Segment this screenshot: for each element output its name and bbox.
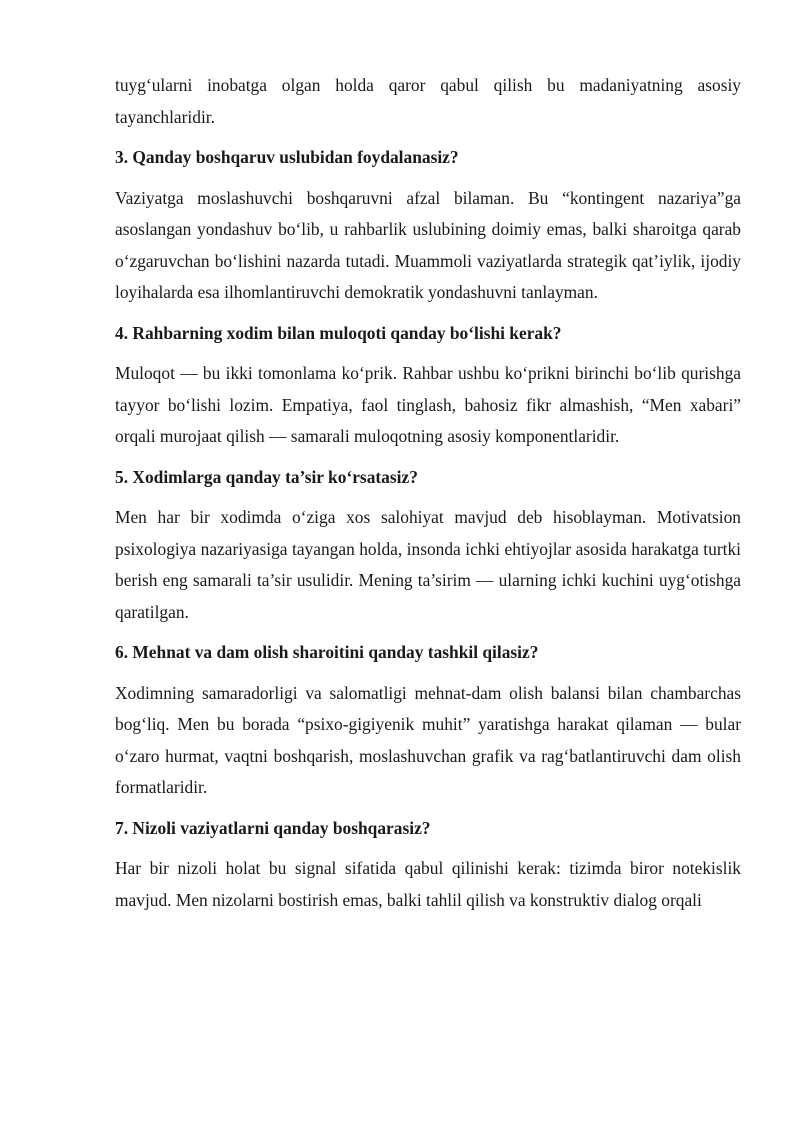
section-heading: 6. Mehnat va dam olish sharoitini qanday tashkil qilasiz? bbox=[115, 642, 539, 662]
section-paragraph: Vaziyatga moslashuvchi boshqaruvni afzal bilaman. Bu “kontingent nazariya”ga asoslangan yondashuv bo‘lib, u rahbarlik uslubining doimiy emas, balki sharoitga qarab o‘zgaruvchan bo‘lishini nazarda tutadi. Muammoli vaziyatlarda strategik qat’iylik, ijodiy loyihalarda esa ilhomlantiruvchi demokratik yondashuvni tanlayman. bbox=[115, 187, 741, 302]
section-heading: 3. Qanday boshqaruv uslubidan foydalanasiz? bbox=[115, 147, 459, 167]
section-3 bbox=[115, 142, 741, 309]
intro-paragraph: tuyg‘ularni inobatga olgan holda qaror qabul qilish bu madaniyatning asosiy tayanchlaridir. bbox=[115, 75, 741, 127]
section-paragraph: Xodimning samaradorligi va salomatligi mehnat-dam olish balansi bilan chambarchas bog‘liq. Men bu borada “psixo-gigiyenik muhit” yaratishga harakat qilaman — bular o‘zaro hurmat, vaqtni boshqarish, moslashuvchan grafik va rag‘batlantiruvchi dam olish formatlaridir. bbox=[115, 682, 741, 797]
section-heading: 5. Xodimlarga qanday ta’sir ko‘rsatasiz? bbox=[115, 466, 418, 487]
section-7 bbox=[115, 813, 741, 917]
section-heading: 7. Nizoli vaziyatlarni qanday boshqarasiz? bbox=[115, 817, 431, 838]
section-heading: 4. Rahbarning xodim bilan muloqoti qanday bo‘lishi kerak? bbox=[115, 322, 562, 343]
section-4 bbox=[115, 318, 741, 453]
section-paragraph: Har bir nizoli holat bu signal sifatida qabul qilinishi kerak: tizimda biror notekislik mavjud. Men nizolarni bostirish emas, balki tahlil qilish va konstruktiv dialog orqali bbox=[115, 858, 741, 910]
document-body bbox=[115, 70, 741, 925]
section-paragraph: Muloqot — bu ikki tomonlama ko‘prik. Rahbar ushbu ko‘prikni birinchi bo‘lib qurishga tayyor bo‘lishi lozim. Empatiya, faol tinglash, bahosiz fikr almashish, “Men xabari” orqali murojaat qilish — samarali muloqotning asosiy komponentlaridir. bbox=[115, 363, 741, 446]
section-5 bbox=[115, 462, 741, 629]
section-paragraph: Men har bir xodimda o‘ziga xos salohiyat mavjud deb hisoblayman. Motivatsion psixologiya nazariyasiga tayangan holda, insonda ichki ehtiyojlar asosida harakatga turtki berish eng samarali ta’sir usulidir. Mening ta’sirim — ularning ichki kuchini uyg‘otishga qaratilgan. bbox=[115, 507, 741, 622]
section-6 bbox=[115, 637, 741, 804]
